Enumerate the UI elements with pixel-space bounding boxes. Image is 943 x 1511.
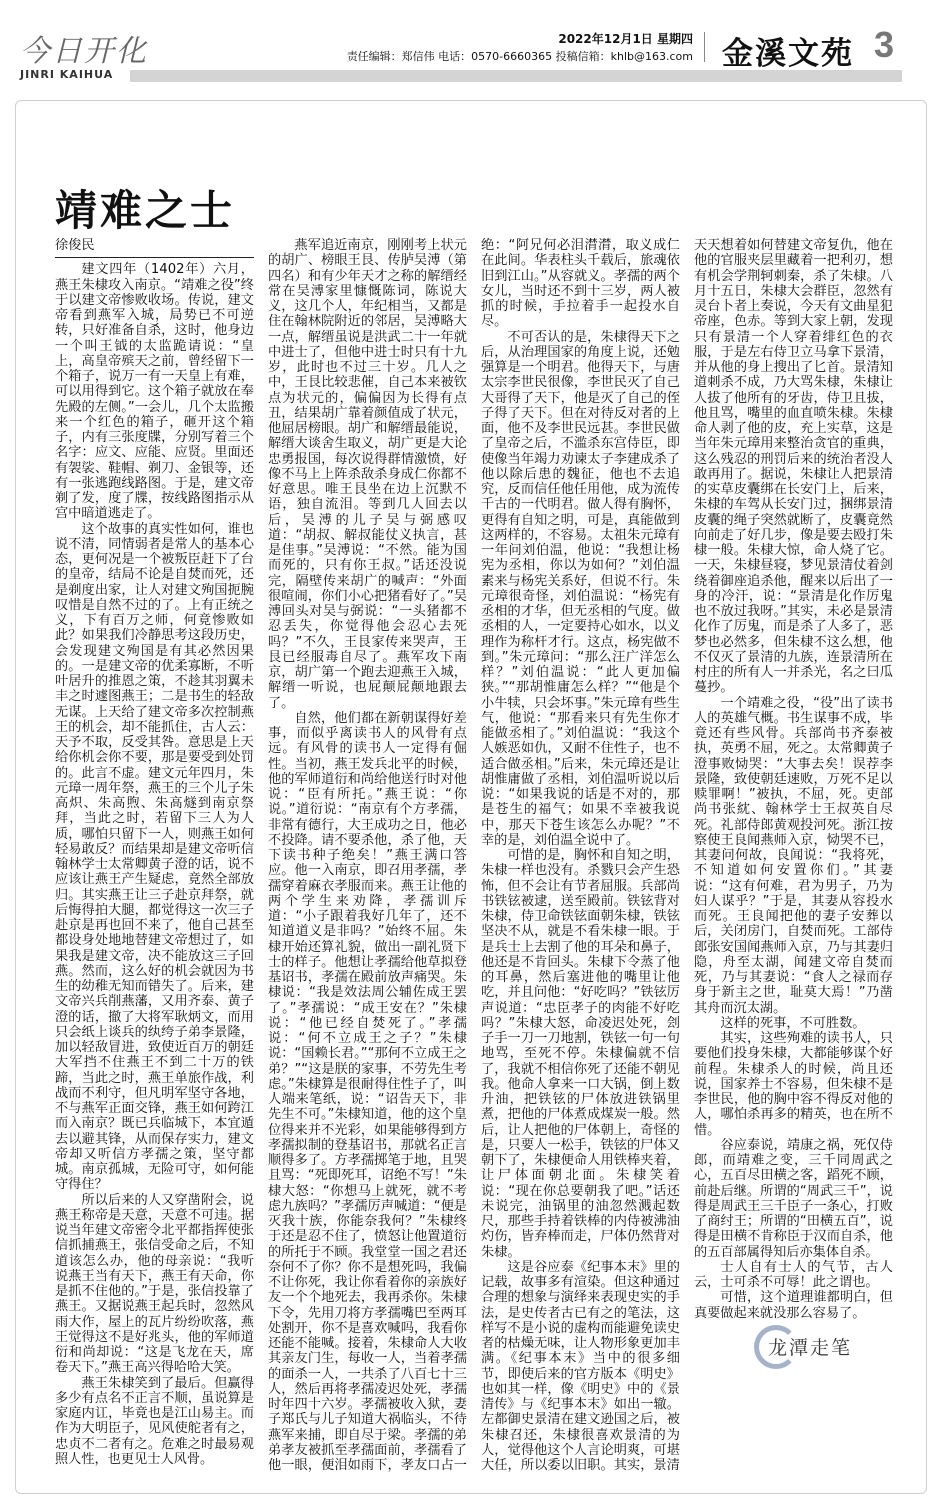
paragraph: 一个靖难之役，“役”出了读书人的英雄气概。书生谋事不成，毕竟还有些风骨。兵部尚书齐泰被执，英勇不屈，死之。太常卿黄子澄事败恸哭：“大事去矣！误荐李景隆，致使朝廷速败，万死不足以赎罪啊！”被执，不屈，死。吏部尚书张紞、翰林学士王叔英自尽死。礼部侍郎黄观投河死。浙江按察使王良闻燕师入京，恸哭不已，其妻问何故，良闻说：“我将死，不知道如何安置你们。”其妻说：“这有何难，君为男子，乃为妇人谋乎？”于是，其妻从容投水而死。王良闻把他的妻子安葬以后，关闭房门，自焚而死。工部侍郎张安国闻燕师入京，乃与其妻归隐，舟至太湖，闻建文帝自焚而死，乃与其妻说：“食人之禄而存身于新主之世，耻莫大焉！”乃凿其舟而沉太湖。 xyxy=(694,695,893,1016)
newspaper-logo: 今日开化 xyxy=(20,34,148,69)
section-title: 金溪文苑 xyxy=(722,36,854,72)
paragraph: 这样的死事，不可胜数。 xyxy=(720,1015,866,1031)
issue-date: 2022年12月1日 星期四 xyxy=(558,32,693,46)
paragraph: 士人自有士人的气节，古人云，士可杀不可辱！此之谓也。 xyxy=(694,1259,893,1290)
article-body xyxy=(55,238,893,1488)
editor-info: 责任编辑：郑信伟 电话：0570-6660365 投稿信箱：khlb@163.com xyxy=(346,50,693,63)
paragraph: 燕军追近南京，刚刚考上状元的胡广、榜眼王艮、传胪吴溥（第四名）和有少年天才之称的解缙经常在吴溥家里慷慨陈词，陈说大义，这几个人，年纪相当，又都是住在翰林院附近的邻居，吴溥略大一点，解缙虽说是洪武二十一年就中进士了，但他中进士时只有十九岁，此时也不过三十岁。几人之中，王艮比较悲催，自己本来被钦点为状元的，偏偏因为长得有点丑，结果胡广靠着颜值成了状元，他屈居榜眼。胡广和解缙最能说，解缙大谈舍生取义，胡广更是大论忠勇报国，每次说得群情激愤，好像不马上上阵杀敌杀身成仁你都不好意思。唯王艮坐在边上沉默不语，独自流泪。等到几人回去以后，吴溥的儿子吴与弼感叹道：“胡叔、解叔能仗义执言，甚是佳事。”吴溥说：“不然。能为国而死的，只有你王叔。”话还没说完，隔壁传来胡广的喊声：“外面很喧闹，你们小心把猪看好了。”吴溥回头对吴与弼说：“一头猪都不忍丢失，你觉得他会忍心去死吗？”不久，王艮家传来哭声，王艮已经服毒自尽了。燕军攻下南京，胡广第一个跑去迎燕王入城，解缙一听说，也屁颠屁颠地跟去了。 xyxy=(268,238,467,711)
paragraph: 这是谷应泰《纪事本末》里的记载，故事多有渲染。但这种通过合理的想象与演绎来表现史实的手法，是史传者古已有之的笔法，这样写不是小说的虚构而能避免读史者的枯燥无味，让人物形象更加丰满。《纪事本末》当中的很多细节，即使后来的官方版本《明史》也如其一样，像《明史》中的《景清传》与《纪事本末》如出一辙。左都御史景清在建文逊国之后，被朱棣召还，朱棣很喜欢景清的为人，觉得他这个人言论明爽，可堪大任，所以委以旧职。其实，景清天天想着如何替建文帝复仇，他在他的官服夹层里藏着一把利刃，想有机会学荆轲刺秦，杀了朱棣。八月十五日，朱棣大会群臣，忽然有灵台卜者上奏说，今天有文曲星犯帝座，色赤。等到大家上朝，发现只有景清一个人穿着绯红色的衣服，于是左右侍卫立马拿下景清，并从他的身上搜出了匕首。景清知道刺杀不成，乃大骂朱棣，朱棣让人拔了他所有的牙齿，侍卫且拔，他且骂，嘴里的血直喷朱棣。朱棣命人剥了他的皮，充上实草，这是当年朱元璋用来整治贪官的重典，这么残忍的刑罚后来的统治者没人敢再用了。据说，朱棣让人把景清的实草皮囊绑在长安门上，后来，朱棣的车驾从长安门过，捆绑景清皮囊的绳子突然就断了，皮囊竟然向前走了好几步，像是要去殴打朱棣一般。朱棣大惊，命人烧了它。一天，朱棣昼寝，梦见景清仗着剑绕着御座追杀他，醒来以后出了一身的冷汗，说：“景清是化作厉鬼也不放过我呀。”其实，未必是景清化作了厉鬼，而是杀了人多了，恶梦也必然多，但朱棣不这么想，他不仅灭了景清的九族，连景清所在村庄的所有人一并杀光，名之曰瓜蔓抄。 xyxy=(481,238,893,1473)
article-author: 徐俊民 xyxy=(55,238,254,258)
paragraph: 其实，这些殉难的读书人，只要他们投身朱棣，大都能够谋个好前程。朱棣杀人的时候，尚且还说，国家养士不容易，但朱棣不是李世民，他的胸中容不得反对他的人，哪怕杀再多的精英，也在所不惜。 xyxy=(694,1031,893,1138)
paragraph: 自然，他们都在新朝谋得好差事，而似乎离读书人的风骨有点远。有风骨的读书人一定得有倔性。当初，燕王发兵北平的时候，他的军师道衍和尚给他送行时对他说：“臣有所托。”燕王说：“你说。”道衍说：“南京有个方孝孺，非常有德行，大王成功之日，他必不投降。请不要杀他，杀了他，天下读书种子绝矣！”燕王满口答应。他一入南京，即召用孝孺，孝孺穿着麻衣孝服而来。燕王让他的两个学生来劝降，孝孺训斥道：“小子跟着我好几年了，还不知道道义是非吗？”始终不屈。朱棣开始还算礼貌，做出一副礼贤下士的样子。他想让孝孺给他草拟登基诏书，孝孺在殿前放声痛哭。朱棣说：“我是效法周公辅佐成王罢了。”孝孺说：“成王安在？”朱棣说：“他已经自焚死了。”孝孺说：“何不立成王之子？”朱棣说：“国赖长君。”“那何不立成王之弟？”“这是朕的家事，不劳先生考虑。”朱棣算是很耐得住性子了，叫人端来笔纸，说：“诏告天下，非先生不可。”朱棣知道，他的这个皇位得来并不光彩，如果能够得到方孝孺拟制的登基诏书，那就名正言顺得多了。方孝孺掷笔于地，且哭且骂：“死即死耳，诏绝不写！”朱棣大怒：“你想马上就死，就不考虑九族吗？”孝孺厉声喊道：“便是灭我十族，你能奈我何？”朱棣终于还是忍不住了，愤怒让他置道衍的所托于不顾。我堂堂一国之君还奈何不了你？你不是想死吗，我偏不让你死，我让你看着你的亲族好友一个个地死去，我再杀你。朱棣下令，先用刀将方孝孺嘴巴至两耳处割开，你不是喜欢喊吗，我看你还能不能喊。接着，朱棣命人大收其亲友门生，每收一人，当着孝孺的面杀一人，一共杀了八百七十三人，然后再将孝孺凌迟处死，孝孺时年四十六岁。孝孺被收入狱，妻子郑氏与儿子知道大祸临头，不待燕军来捕，即自尽于梁。孝孺的弟弟孝友被抓至孝孺面前，孝孺看了他一眼，便泪如雨下，孝友口占一绝：“阿兄何必泪潸潸，取义成仁在此间。华表柱头千载后，旅魂依旧到江山。”从容就义。孝孺的两个女儿，当时还不到十三岁，两人被抓的时候，手拉着手一起投水自尽。 xyxy=(268,238,680,1473)
column-logo-text: 龙潭走笔 xyxy=(768,1336,853,1359)
paragraph: 可惜，这个道理谁都明白，但真要做起来就没那么容易了。 xyxy=(694,1290,893,1321)
paragraph: 可惜的是，胸怀和自知之明，朱棣一样也没有。杀戮只会产生恐怖，但不会让有节者屈服。兵部尚书铁铉被逮，送至殿前。铁铉背对朱棣，侍卫命铁铉面朝朱棣，铁铉坚决不从，就是不看朱棣一眼。于是兵士上去割了他的耳朵和鼻子，他还是不肯回头。朱棣下令蒸了他的耳鼻，然后塞进他的嘴里让他吃，并且问他：“好吃吗？”铁铉厉声说道：“忠臣孝子的肉能不好吃吗？”朱棣大怒，命凌迟处死，刽子手一刀一刀地割，铁铉一句一句地骂，至死不停。朱棣偏就不信了，我就不相信你死了还能不朝见我。他命人拿来一口大锅，倒上数升油，把铁铉的尸体放进铁锅里煮，把他的尸体煮成煤炭一般。然后，让人把他的尸体朝上，奇怪的是，只要人一松手，铁铉的尸体又朝下了，朱棣便命人用铁棒夹着，让尸体面朝北面。朱棣笑着说：“现在你总要朝我了吧。”话还未说完，油锅里的油忽然溅起数尺，那些手持着铁棒的内侍被沸油灼伤，皆弃棒而走，尸体仍然背对朱棣。 xyxy=(481,848,680,1260)
paragraph: 谷应泰说，靖康之祸，死仅侍郎，而靖难之变，三千同周武之心，五百尽田横之客，蹈死不顾，前赴后继。所谓的“周武三千”，说得是周武王三千臣子一条心，打败了商纣王；所谓的“田横五百”，说得是田横不肯称臣于汉而自杀，他的五百部属得知后亦集体自杀。 xyxy=(694,1137,893,1260)
column-logo xyxy=(754,1325,864,1375)
article-title: 靖难之士 xyxy=(55,186,236,235)
page-number: 3 xyxy=(874,24,895,65)
paragraph: 这个故事的真实性如何，谁也说不清，同情弱者是常人的基本心态，更何况是一个被叛臣赶下了台的皇帝，结局不论是自焚而死，还是剃度出家，让人对建文殉国扼腕叹惜是自然不过的了。上有正统之义，下有百万之师，何竟惨败如此？如果我们冷静思考这段历史，会发现建文殉国是有其必然因果的。一是建文帝的优柔寡断，不听叶居升的推恩之策，不趁其羽翼未丰之时遽图燕王；二是书生的轻敌无谋。上天给了建文帝多次控制燕王的机会，却不能抓住，古人云：天予不取，反受其咎。意思是上天给你机会你不要，那是要受到处罚的。此言不虚。建文元年四月，朱元璋一周年祭，燕王的三个儿子朱高炽、朱高煦、朱高燧到南京祭拜，当此之时，若留下三人为人质，哪怕只留下一人，则燕王如何轻易敢反？而结果却是建文帝听信翰林学士太常卿黄子澄的话，说不应该让燕王产生疑虑，竟然全部放归。其实燕王让三子赴京拜祭，就后悔得拍大腿，都觉得这一次三子赴京是再也回不来了，他自己甚至都设身处地地替建文帝想过了，如果我是建文帝，决不能放这三子回燕。然而，这么好的机会就因为书生的幼稚无知而错失了。后来，建文帝兴兵削燕藩，又用齐泰、黄子澄的话，撤了大将军耿炳文，而用只会纸上谈兵的纨绔子弟李景隆，加以轻敌冒进，致使近百万的朝廷大军挡不住燕王不到二十万的铁蹄，当此之时，燕王单旅作战，利战而不利守，但凡明军坚守各地，不与燕军正面交锋，燕王如何跨江而入南京？既已兵临城下，本宜遁去以避其锋，从而保存实力，建文帝却又听信方孝孺之策，坚守都城。南京孤城，无险可守，如何能守得住？ xyxy=(55,521,254,1193)
newspaper-pinyin: JINRI KAIHUA xyxy=(20,68,114,81)
paragraph: 燕王朱棣笑到了最后。但赢得多少有点名不正言不顺，虽说算是家庭内讧，毕竟也是江山易主。而作为大明臣子，见风使舵者有之，忠贞不二者有之。危难之时最易观照人性，也更见士人风骨。 xyxy=(55,1375,254,1467)
paragraph: 所以后来的人又穿凿附会，说燕王称帝是天意，天意不可违。据说当年建文帝密令北平都指挥使张信抓捕燕王，张信受命之后，不知道该怎么办，他的母亲说：“我听说燕王当有天下，燕王有天命，你是抓不住他的。”于是，张信投靠了燕王。又据说燕王起兵时，忽然风雨大作，屋上的瓦片纷纷吹落，燕王觉得这不是好兆头，他的军师道衍和尚却说：“这是飞龙在天，席卷天下。”燕王高兴得哈哈大笑。 xyxy=(55,1192,254,1376)
paragraph: 不可否认的是，朱棣得天下之后，从治理国家的角度上说，还勉强算是一个明君。他得天下，与唐太宗李世民很像，李世民灭了自己大哥得了天下，他是灭了自己的侄子得了天下。但在对待反对者的上面，他不及李世民远甚。李世民做了皇帝之后，不滥杀东宫侍臣，即使像当年竭力劝谏太子李建成杀了他以除后患的魏征，他也不去追究，反而信任他任用他，成为流传千古的一代明君。做人得有胸怀，更得有自知之明，可是，真能做到这两样的，不容易。太祖朱元璋有一年问刘伯温，他说：“我想让杨宪为丞相，你以为如何？”刘伯温素来与杨宪关系好，但说不行。朱元璋很奇怪，刘伯温说：“杨宪有丞相的才华，但无丞相的气度。做丞相的人，一定要持心如水，以义理作为称杆才行。这点，杨宪做不到。”朱元璋问：“那么汪广洋怎么样？”刘伯温说：“此人更加偏狭。”“那胡惟庸怎么样？”“他是个小牛犊，只会坏事。”朱元璋有些生气，他说：“那看来只有先生你才能做丞相了。”刘伯温说：“我这个人嫉恶如仇，又耐不住性子，也不适合做丞相。”后来，朱元璋还是让胡惟庸做了丞相，刘伯温听说以后说：“如果我说的话是不对的，那是苍生的福气；如果不幸被我说中，那天下苍生该怎么办呢？”不幸的是，刘伯温全说中了。 xyxy=(481,329,680,848)
header-divider xyxy=(704,32,705,62)
paragraph: 建文四年（1402年）六月，燕王朱棣攻入南京。“靖难之役”终于以建文帝惨败收场。传说，建文帝看到燕军入城，局势已不可逆转，只好准备自杀，这时，他身边一个叫王钺的太监跪请说：“皇上，高皇帝殡天之前，曾经留下一个箱子，说万一有一天皇上有难，可以用得到它。这个箱子就放在奉先殿的左侧。”一会儿，几个太监搬来一个红色的箱子，砸开这个箱子，内有三张度牒，分别写着三个名字：应文、应能、应贤。里面还有袈裟、鞋帽、剃刀、金银等，还有一张逃跑线路图。于是，建文帝剃了发，度了牒，按线路图指示从宫中暗道逃走了。 xyxy=(55,262,254,522)
